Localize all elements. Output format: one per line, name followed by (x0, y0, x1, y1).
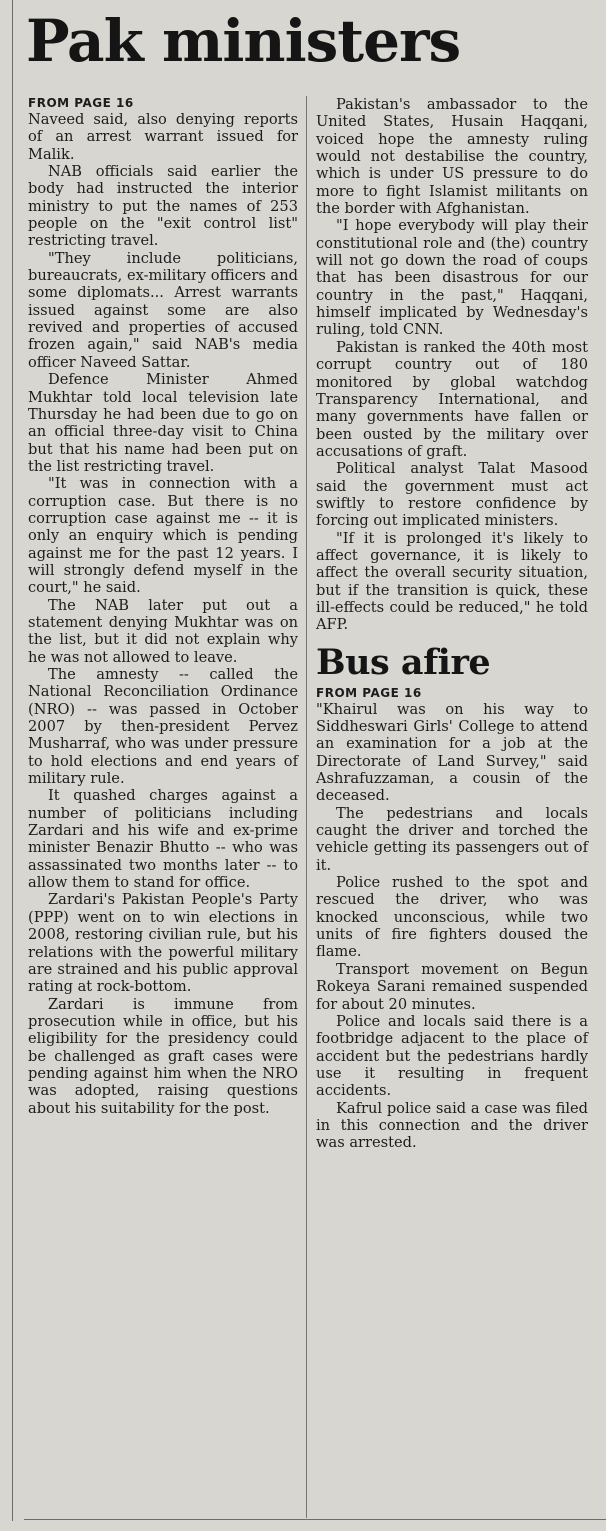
article-paragraph: Pakistan's ambassador to the United States, Husain Haqqani, voiced hope the amnesty ruling would not destabilise the country, which is under US pressure to do more to fight Islamist militants on the border with Afghanistan. (316, 96, 588, 218)
article-paragraph: Zardari is immune from prosecution while in office, but his eligibility for the presidency could be challenged as graft cases were pending against him when the NRO was adopted, raising questions about his suitability for the post. (28, 995, 298, 1117)
bus-story-paragraph: Transport movement on Begun Rokeya Sarani remained suspended for about 20 minutes. (316, 960, 588, 1013)
bus-story-paragraph: "Khairul was on his way to Siddheswari Girls' College to attend an examination for a job at the Directorate of Land Survey," said Ashrafuzzaman, a cousin of the deceased. (316, 700, 588, 805)
article-paragraph: "It was in connection with a corruption case. But there is no corruption case against me -- it is only an enquiry which is pending against me for the past 12 years. I will strongly defend myself in the court," he said. (28, 475, 298, 597)
article-paragraph: NAB officials said earlier the body had instructed the interior ministry to put the names of 253 people on the "exit control list" restricting travel. (28, 163, 298, 250)
article-paragraph: Naveed said, also denying reports of an arrest warrant issued for Malik. (28, 111, 298, 163)
article-paragraph: "If it is prolonged it's likely to affect governance, it is likely to affect the overall security situation, but if the transition is quick, these ill-effects could be reduced," he told AFP. (316, 529, 588, 634)
bus-story-headline: Bus afire (316, 641, 491, 683)
left-column (28, 96, 298, 1117)
article-paragraph: "They include politicians, bureaucrats, ex-military officers and some diplomats... Arrest warrants issued against some are also revived and properties of accused frozen again," said NAB's media officer Naveed Sattar. (28, 249, 298, 371)
article-paragraph: The NAB later put out a statement denying Mukhtar was on the list, but it did not explain why he was not allowed to leave. (28, 596, 298, 666)
article-headline: Pak ministers (26, 7, 461, 75)
article-paragraph: The amnesty -- called the National Reconciliation Ordinance (NRO) -- was passed in October 2007 by then-president Pervez Musharraf, who was under pressure to hold elections and end years of military rule. (28, 666, 298, 788)
right-column (316, 96, 588, 1152)
article-paragraph: Political analyst Talat Masood said the government must act swiftly to restore confidence by forcing out implicated ministers. (316, 460, 588, 530)
page-bottom-rule (24, 1519, 606, 1520)
article-kicker: FROM PAGE 16 (28, 96, 134, 110)
bus-story-paragraph: Kafrul police said a case was filed in this connection and the driver was arrested. (316, 1099, 588, 1152)
bus-story-paragraph: Police and locals said there is a footbridge adjacent to the place of accident but the pedestrians hardly use it resulting in frequent accidents. (316, 1012, 588, 1100)
bus-story-paragraph: Police rushed to the spot and rescued the driver, who was knocked unconscious, while two units of fire fighters doused the flame. (316, 874, 588, 961)
article-paragraph: It quashed charges against a number of politicians including Zardari and his wife and ex-prime minister Benazir Bhutto -- who was assassinated two months later -- to allow them to stand for office. (28, 787, 298, 892)
bus-story-kicker: FROM PAGE 16 (316, 685, 422, 700)
article-paragraph: Pakistan is ranked the 40th most corrupt country out of 180 monitored by global watchdog Transparency International, and many governments have fallen or been ousted by the military over accusations of graft. (316, 338, 588, 460)
article-paragraph: Defence Minister Ahmed Mukhtar told local television late Thursday he had been due to go on an official three-day visit to China but that his name had been put on the list restricting travel. (28, 371, 298, 475)
article-paragraph: "I hope everybody will play their constitutional role and (the) country will not go down the road of coups that has been disastrous for our country in the past," Haqqani, himself implicated by Wednesday's ruling, told CNN. (316, 217, 588, 339)
article-paragraph: Zardari's Pakistan People's Party (PPP) went on to win elections in 2008, restoring civilian rule, but his relations with the powerful military are strained and his public approval rating at rock-bottom. (28, 891, 298, 996)
page-margin-rule (12, 0, 13, 1521)
bus-story-paragraph: The pedestrians and locals caught the driver and torched the vehicle getting its passengers out of it. (316, 804, 588, 874)
column-divider (306, 96, 307, 1518)
